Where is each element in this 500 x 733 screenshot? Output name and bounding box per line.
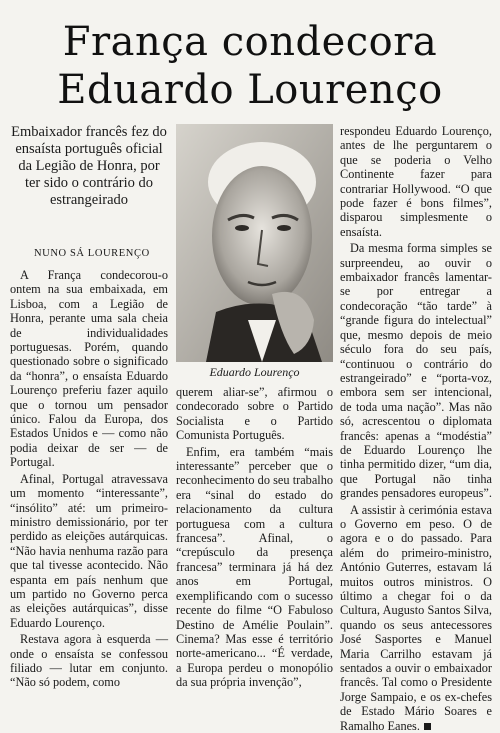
- article-column-1: [10, 268, 168, 690]
- final-paragraph-text: A assistir à cerimónia estava o Governo em peso. O de agora e o do passado. Para além do primeiro-ministro, António Guterres, estavam lá muitos outros ministros. O último a chegar foi o da Cultura, Augusto Santos Silva, quando os seus antecessores José Sasportes e Manuel Maria Carrilho estavam já sentados a ouvir o embaixador francês. Tal como o Presidente Jorge Sampaio, e os ex-chefes de Estado Mário Soares e Ramalho Eanes.: [340, 502, 492, 733]
- paragraph: Enfim, era também “mais interessante” perceber que o reconhecimento do seu trabalho era “sinal do estado do relacionamento da cultura portuguesa com a cultura francesa”. Afinal, o “crepúsculo da presença francesa” terminara já há dez anos em Portugal, exemplificando com o sucesso recente do filme “O Fabuloso Destino de Amélie Poulain”. Cinema? Mas esse é território norte-americano... “É verdade, a Europa perdeu o monopólio da sua própria invenção”,: [176, 444, 333, 690]
- end-mark-icon: [424, 723, 431, 730]
- portrait-photo: [176, 124, 333, 362]
- headline-line-2: Eduardo Lourenço: [57, 67, 443, 113]
- photo-caption: Eduardo Lourenço: [209, 365, 300, 379]
- paragraph: Afinal, Portugal atravessava um momento “interessante”, “insólito” até: um primeiro-ministro demissionário, por ter perdido as eleições autárquicas. “Não havia nenhuma razão para que tal tivesse acontecido. Não espanta em país nenhum que um partido no Governo perca as eleições autárquicas”, disse Eduardo Lourenço.: [10, 471, 168, 630]
- headline: [0, 18, 500, 114]
- article-column-2: [176, 385, 333, 690]
- paragraph: Restava agora à esquerda — onde o ensaísta se confessou filiado — lutar em conjunto. “Não só podem, como: [10, 632, 168, 690]
- headline-line-1: França condecora: [62, 19, 438, 65]
- byline: NUNO SÁ LOURENÇO: [34, 248, 150, 259]
- lead-paragraph: Embaixador francês fez do ensaísta português oficial da Legião de Honra, por ter sido o contrário do estrangeirado: [11, 124, 167, 208]
- paragraph-final: [340, 503, 492, 733]
- paragraph: Da mesma forma simples se surpreendeu, ao ouvir o embaixador francês lamentar-se por entregar a condecoração “tão tarde” à “grande figura do intelectual” que, mesmo depois de meio século fora do seu país, “continuou o contrário do estrangeirado” e “porta-voz, embora sem ser intencional, de toda uma nação”. Mas não só, acrescentou o diplomata francês: apenas a “modéstia” de Eduardo Lourenço lhe tinha permitido dizer, “um dia, que Portugal não tinha grandes pensadores europeus”.: [340, 241, 492, 501]
- paragraph: querem aliar-se”, afirmou o condecorado sobre o Partido Socialista e o Partido Comunista Português.: [176, 385, 333, 443]
- paragraph: A França condecorou-o ontem na sua embaixada, em Lisboa, com a Legião de Honra, perante uma sala cheia de individualidades portuguesas. Porém, quando questionado sobre o significado da “honra”, o ensaísta Eduardo Lourenço preferiu fazer aquilo que o tornou um pensador único. Falou da Europa, dos Estados Unidos e — como não podia deixar de ser — de Portugal.: [10, 268, 168, 470]
- article-column-3: [340, 124, 492, 733]
- paragraph: respondeu Eduardo Lourenço, antes de lhe perguntarem o que se poderia o Velho Continente fazer para contrariar Hollywood. “O que pode fazer é bons filmes”, disparou simplesmente o ensaísta.: [340, 124, 492, 239]
- portrait-illustration: [176, 124, 333, 362]
